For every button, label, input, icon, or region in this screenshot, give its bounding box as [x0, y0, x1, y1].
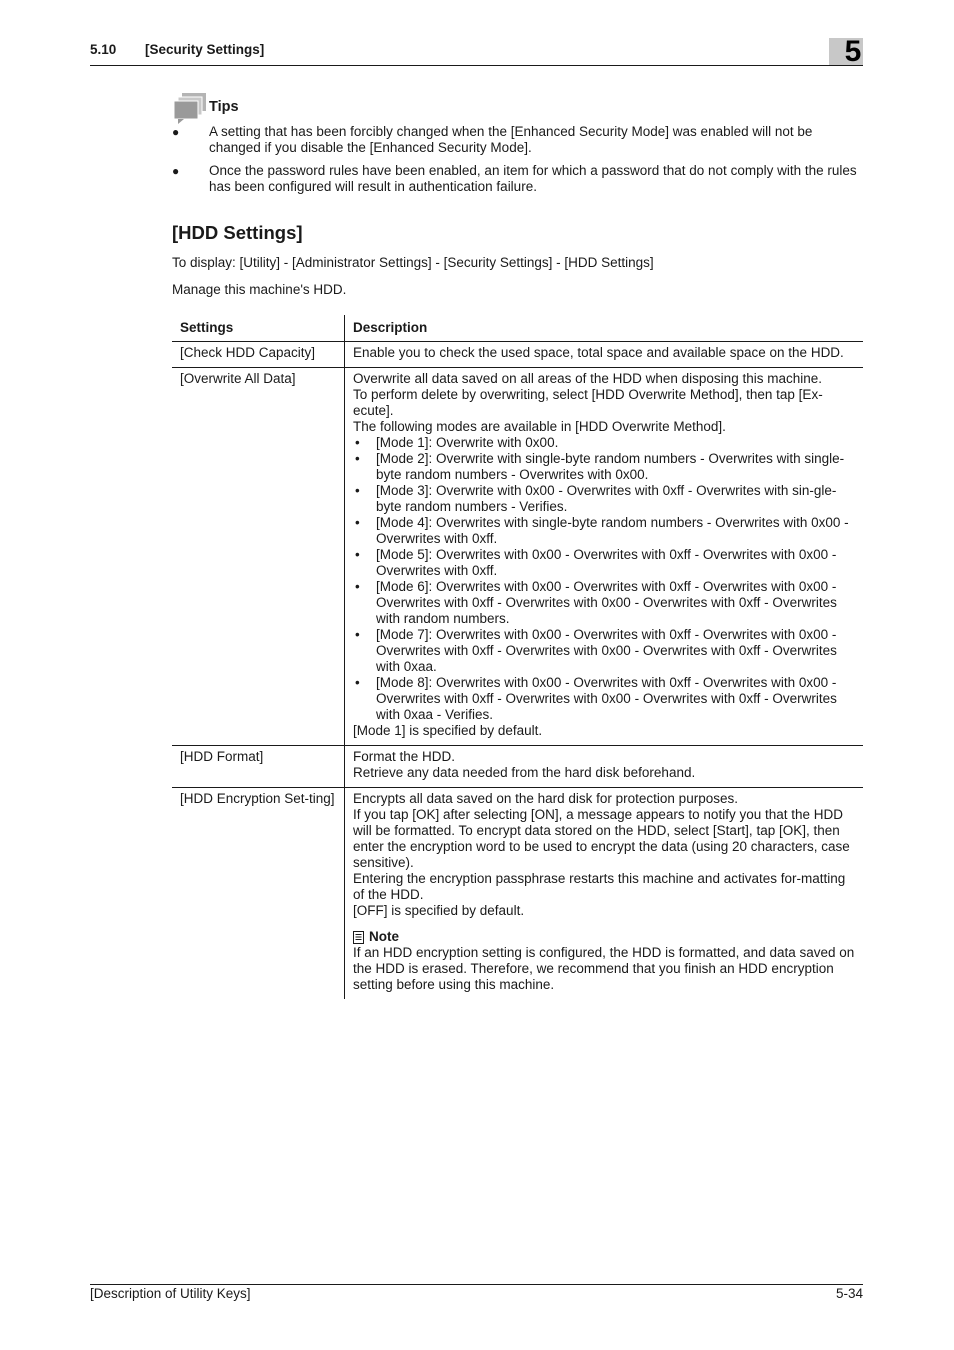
list-item: • [Mode 7]: Overwrites with 0x00 - Overwrites with 0xff - Overwrites with 0x00 - Overwrites with 0xff - Overwrites with 0x00 - Overwrites with 0xff - Overwrites with 0xaa.	[353, 627, 855, 675]
header-divider	[90, 65, 863, 66]
setting-description	[345, 368, 864, 746]
table-row	[172, 368, 863, 746]
section-title: [Security Settings]	[145, 42, 265, 57]
chapter-number: 5	[844, 35, 862, 68]
intro-text: Manage this machine's HDD.	[172, 282, 347, 297]
list-item: • [Mode 2]: Overwrite with single-byte random numbers - Overwrites with single-byte random numbers - Overwrites with 0x00.	[353, 451, 855, 483]
bullet-icon: ●	[172, 164, 180, 178]
description-line: If you tap [OK] after selecting [ON], a message appears to notify you that the HDD will be formatted. To encrypt data stored on the HDD, select [Start], tap [OK], then enter the encryption word to be used to encrypt the data (using 20 characters, case sensitive).	[353, 807, 850, 870]
footer-title: [Description of Utility Keys]	[90, 1286, 251, 1301]
description-line: Retrieve any data needed from the hard disk beforehand.	[353, 765, 696, 780]
table-row	[172, 746, 863, 788]
table-header-row	[172, 315, 863, 342]
bullet-icon: ●	[172, 125, 180, 139]
setting-name: [Overwrite All Data]	[172, 368, 345, 746]
table-row	[172, 342, 863, 368]
page-heading: [HDD Settings]	[172, 222, 303, 243]
navigation-path: To display: [Utility] - [Administrator Settings] - [Security Settings] - [HDD Settings]	[172, 255, 654, 270]
note-title: Note	[369, 929, 399, 944]
list-item: • [Mode 1]: Overwrite with 0x00.	[353, 435, 855, 451]
description-line: Format the HDD.	[353, 749, 456, 764]
default-note: [Mode 1] is specified by default.	[353, 723, 543, 738]
note-text: If an HDD encryption setting is configured, the HDD is formatted, and data saved on the HDD is erased. Therefore, we recommend that you finish an HDD encryption setting before using this machine.	[353, 945, 855, 992]
list-item: • [Mode 6]: Overwrites with 0x00 - Overwrites with 0xff - Overwrites with 0x00 - Overwrites with 0xff - Overwrites with 0x00 - Overwrites with 0xff - Overwrites with random numbers.	[353, 579, 855, 627]
description-line: To perform delete by overwriting, select [HDD Overwrite Method], then tap [Ex-ecute].	[353, 387, 823, 418]
note-heading	[353, 929, 855, 945]
tip-item	[172, 124, 864, 156]
note-icon	[353, 931, 364, 944]
description-line: [OFF] is specified by default.	[353, 903, 525, 918]
setting-name: [HDD Encryption Set-ting]	[172, 788, 345, 1000]
tip-text: A setting that has been forcibly changed when the [Enhanced Security Mode] was enabled will not be changed if you disable the [Enhanced Security Mode].	[209, 124, 813, 155]
tips-title: Tips	[209, 99, 239, 115]
overwrite-mode-list	[353, 435, 855, 723]
tips-icon	[172, 92, 208, 124]
description-line: The following modes are available in [HDD Overwrite Method].	[353, 419, 726, 434]
list-item: • [Mode 8]: Overwrites with 0x00 - Overwrites with 0xff - Overwrites with 0x00 - Overwrites with 0xff - Overwrites with 0x00 - Overwrites with 0xff - Overwrites with 0xaa - Verifies.	[353, 675, 855, 723]
tip-text: Once the password rules have been enabled, an item for which a password that do not comply with the rules has been configured will result in authentication failure.	[209, 163, 857, 194]
setting-name: [Check HDD Capacity]	[172, 342, 345, 368]
table-row	[172, 788, 863, 1000]
settings-table	[172, 315, 863, 999]
description-line: Entering the encryption passphrase restarts this machine and activates for-matting of the HDD.	[353, 871, 846, 902]
section-number: 5.10	[90, 42, 117, 57]
column-header-description: Description	[353, 320, 428, 335]
column-header-settings: Settings	[172, 315, 345, 342]
setting-description	[345, 788, 864, 1000]
setting-description: Enable you to check the used space, total space and available space on the HDD.	[353, 345, 844, 360]
setting-name: [HDD Format]	[172, 746, 345, 788]
tip-item	[172, 163, 864, 195]
description-line: Overwrite all data saved on all areas of the HDD when disposing this machine.	[353, 371, 822, 386]
footer-divider	[90, 1284, 863, 1285]
list-item: • [Mode 4]: Overwrites with single-byte random numbers - Overwrites with 0x00 - Overwrites with 0xff.	[353, 515, 855, 547]
list-item: • [Mode 3]: Overwrite with 0x00 - Overwrites with 0xff - Overwrites with sin-gle-byte random numbers - Verifies.	[353, 483, 855, 515]
list-item: • [Mode 5]: Overwrites with 0x00 - Overwrites with 0xff - Overwrites with 0x00 - Overwrites with 0xff.	[353, 547, 855, 579]
page-number: 5-34	[835, 1286, 863, 1301]
setting-description	[345, 746, 864, 788]
description-line: Encrypts all data saved on the hard disk for protection purposes.	[353, 791, 738, 806]
